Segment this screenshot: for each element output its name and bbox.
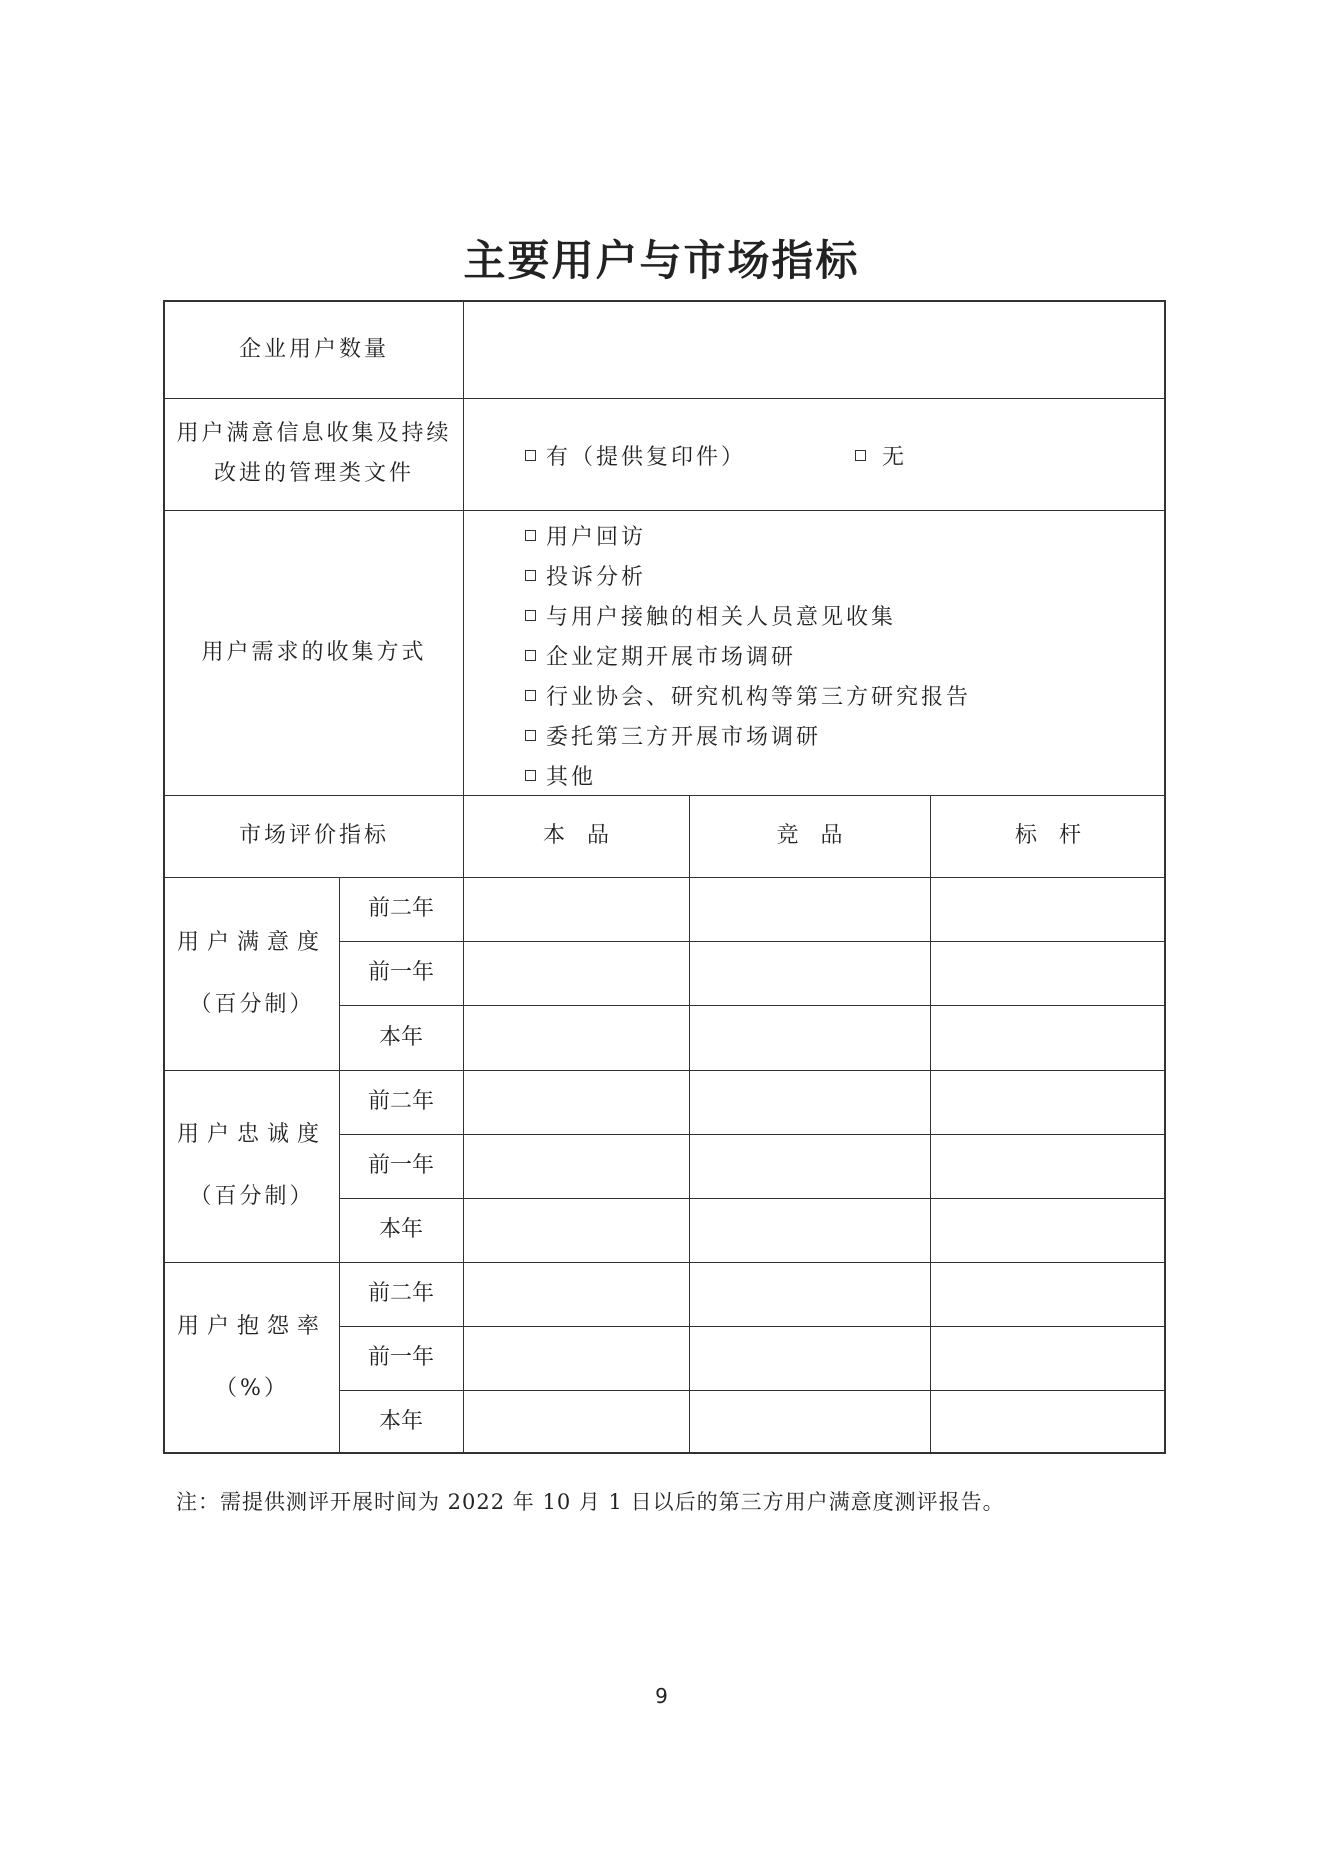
year-label: 前一年 bbox=[367, 1153, 434, 1178]
footnote: 注：需提供测评开展时间为 2022 年 10 月 1 日以后的第三方用户满意度测评报告。 bbox=[176, 1490, 1005, 1514]
demand-option[interactable] bbox=[525, 560, 646, 591]
group-label bbox=[165, 1070, 339, 1262]
year-label: 前二年 bbox=[367, 1281, 434, 1306]
option-yes[interactable] bbox=[525, 440, 746, 471]
checkbox-icon[interactable] bbox=[525, 530, 536, 541]
demand-option-label: 投诉分析 bbox=[546, 565, 647, 590]
demand-option[interactable] bbox=[525, 760, 596, 791]
demand-option-label: 行业协会、研究机构等第三方研究报告 bbox=[546, 685, 972, 710]
demand-option-label: 与用户接触的相关人员意见收集 bbox=[546, 605, 897, 630]
col-header-competitor: 竞 品 bbox=[776, 823, 843, 848]
year-label: 前一年 bbox=[367, 1345, 434, 1370]
demand-option[interactable] bbox=[525, 720, 821, 751]
page-title: 主要用户与市场指标 bbox=[463, 236, 860, 285]
mgmt-docs-label bbox=[165, 398, 463, 510]
demand-option-label: 企业定期开展市场调研 bbox=[546, 645, 797, 670]
option-no[interactable] bbox=[855, 440, 904, 471]
group-label-line2: （%） bbox=[215, 1376, 289, 1401]
year-label: 本年 bbox=[378, 1024, 423, 1050]
checkbox-icon[interactable] bbox=[525, 650, 536, 661]
demand-option[interactable] bbox=[525, 680, 971, 711]
enterprise-users-label: 企业用户数量 bbox=[238, 337, 389, 362]
checkbox-icon[interactable] bbox=[525, 730, 536, 741]
group-label-line2: （百分制） bbox=[189, 991, 315, 1017]
enterprise-users-value[interactable] bbox=[463, 302, 1166, 398]
group-label-line1: 用户忠诚度 bbox=[176, 1122, 327, 1147]
year-label: 本年 bbox=[378, 1409, 423, 1434]
group-label-line1: 用户抱怨率 bbox=[176, 1314, 327, 1339]
checkbox-icon[interactable] bbox=[525, 770, 536, 781]
demand-option-label: 用户回访 bbox=[546, 525, 647, 550]
option-yes-label: 有（提供复印件） bbox=[546, 445, 747, 470]
checkbox-icon[interactable] bbox=[525, 610, 536, 621]
checkbox-icon[interactable] bbox=[525, 570, 536, 581]
demand-option[interactable] bbox=[525, 640, 796, 671]
year-label: 前二年 bbox=[367, 896, 434, 921]
checkbox-icon[interactable] bbox=[525, 690, 536, 701]
market-header-label: 市场评价指标 bbox=[238, 823, 389, 848]
demand-option-label: 委托第三方开展市场调研 bbox=[546, 725, 822, 750]
mgmt-docs-label-line2: 改进的管理类文件 bbox=[213, 461, 414, 486]
demand-collection-label: 用户需求的收集方式 bbox=[201, 639, 427, 665]
year-label: 前二年 bbox=[367, 1089, 434, 1114]
col-header-benchmark: 标 杆 bbox=[1014, 823, 1081, 848]
group-label bbox=[165, 877, 339, 1070]
demand-option-label: 其他 bbox=[546, 765, 597, 790]
demand-option[interactable] bbox=[525, 520, 646, 551]
group-label-line2: （百分制） bbox=[189, 1184, 315, 1209]
group-label-line1: 用户满意度 bbox=[176, 929, 327, 955]
checkbox-icon[interactable] bbox=[525, 450, 536, 461]
indicator-table bbox=[163, 300, 1166, 1454]
year-label: 前一年 bbox=[367, 960, 434, 985]
demand-option[interactable] bbox=[525, 600, 896, 631]
page-number: 9 bbox=[655, 1684, 668, 1708]
group-label bbox=[165, 1262, 339, 1454]
mgmt-docs-label-line1: 用户满意信息收集及持续 bbox=[176, 421, 452, 446]
checkbox-icon[interactable] bbox=[855, 450, 866, 461]
col-header-product: 本 品 bbox=[542, 823, 609, 848]
year-label: 本年 bbox=[378, 1217, 423, 1242]
option-no-label: 无 bbox=[882, 445, 905, 470]
